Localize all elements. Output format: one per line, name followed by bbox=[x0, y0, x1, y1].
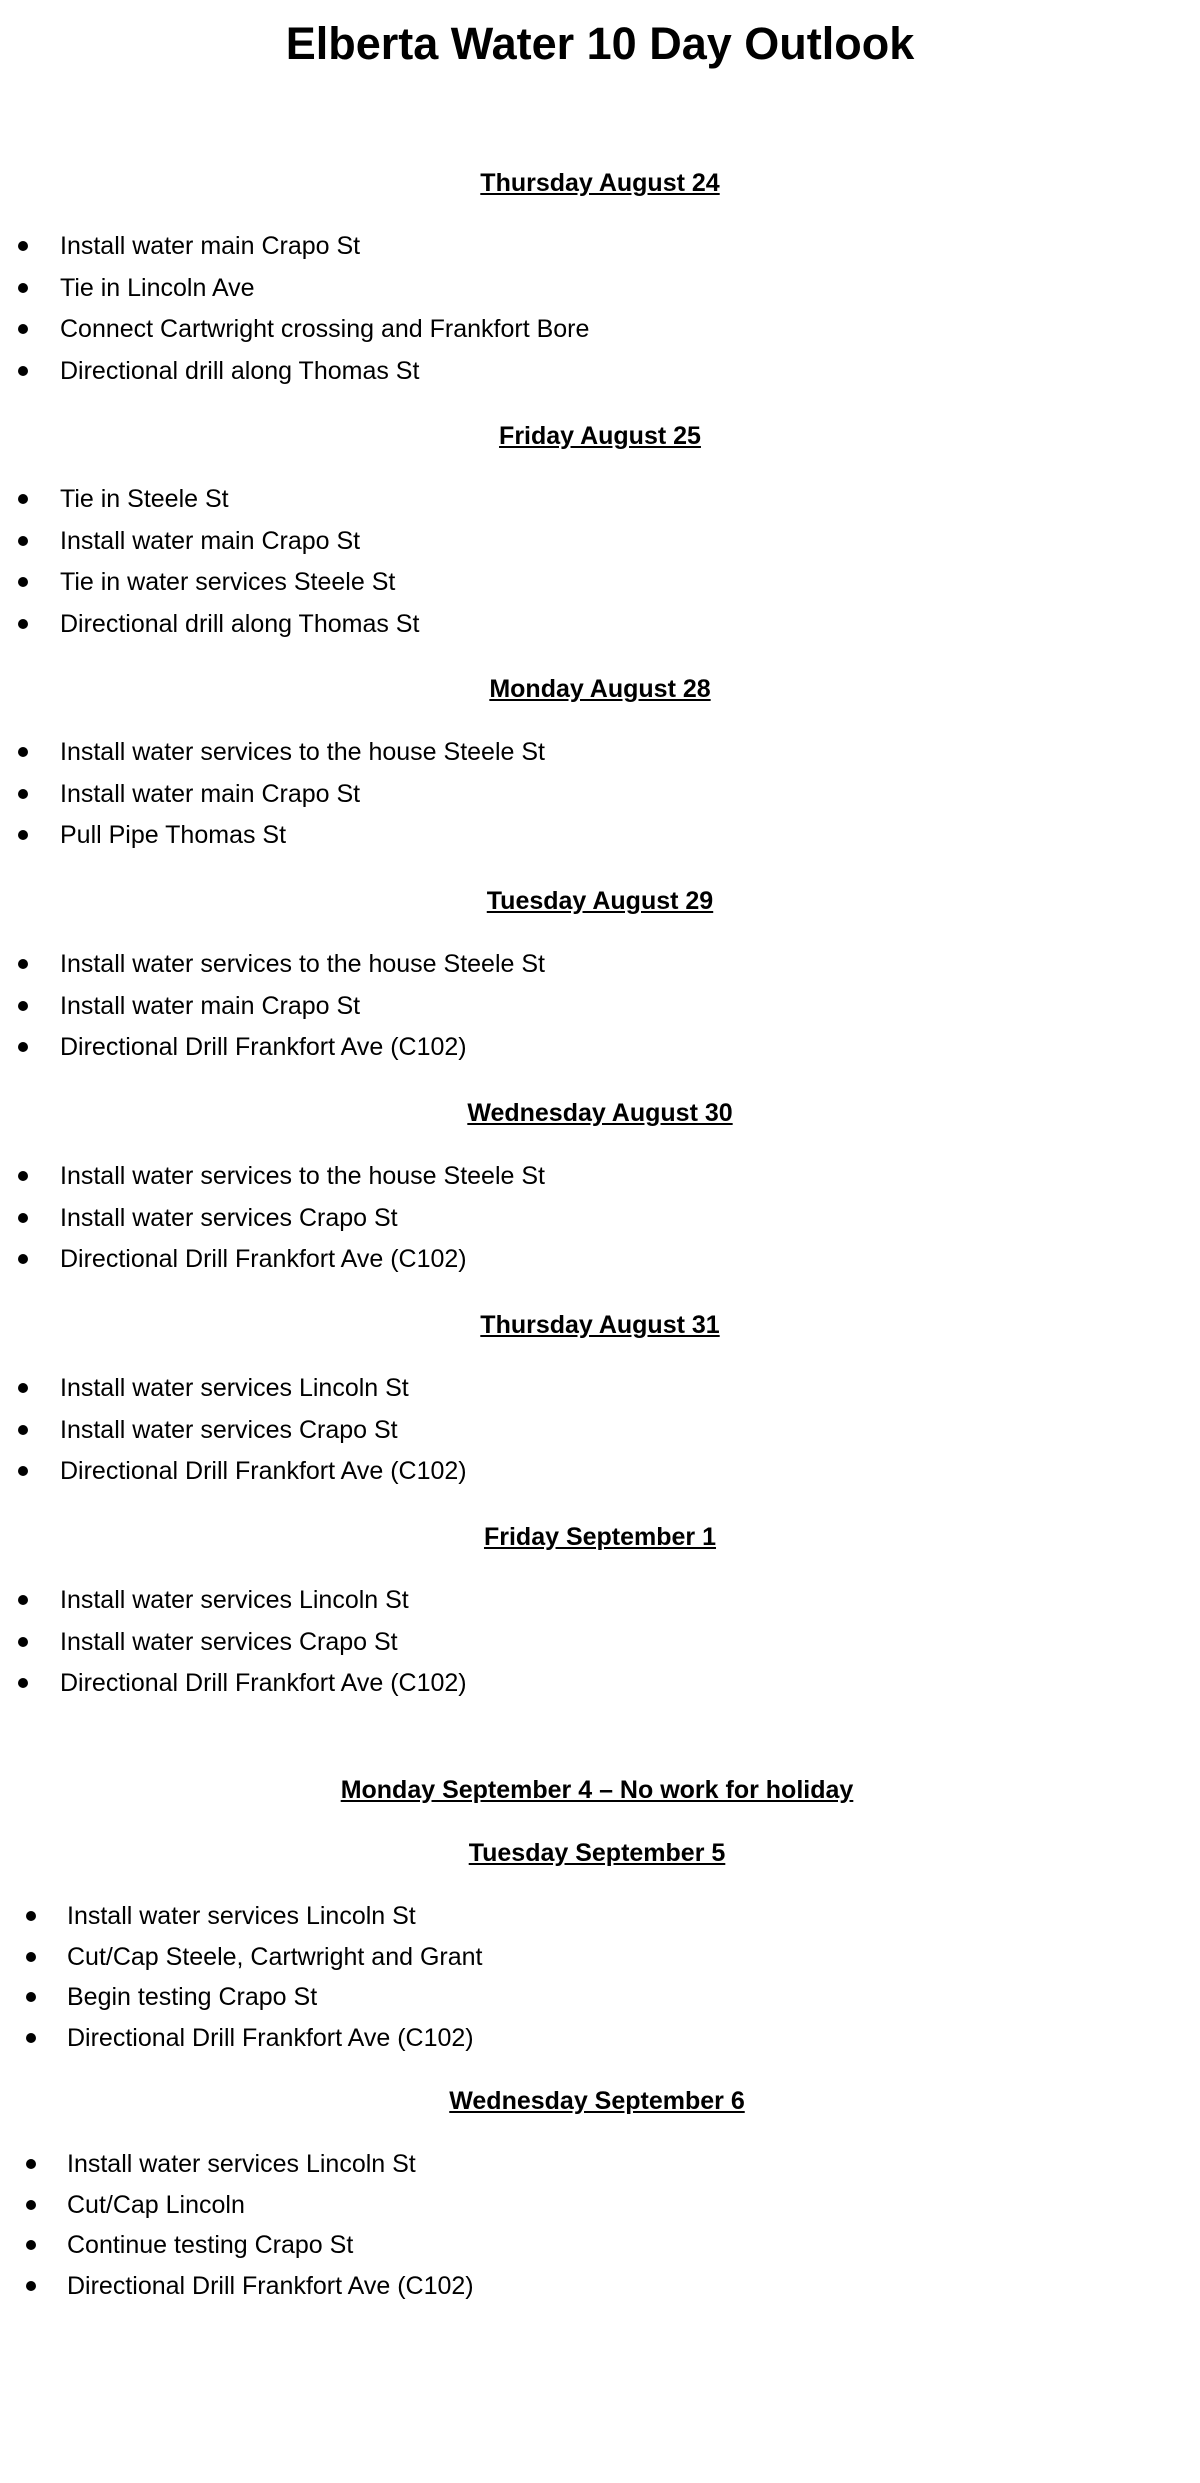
bullet-icon bbox=[18, 1171, 28, 1181]
day-heading: Thursday August 24 bbox=[480, 169, 720, 197]
task-list bbox=[0, 1371, 1200, 1496]
day-heading: Thursday August 31 bbox=[480, 1311, 720, 1339]
task-list bbox=[0, 1899, 1200, 2061]
list-item bbox=[0, 354, 1200, 396]
task-text: Connect Cartwright crossing and Frankfort Bore bbox=[60, 315, 590, 343]
bullet-icon bbox=[18, 1213, 28, 1223]
list-item bbox=[0, 1666, 1200, 1708]
task-text: Install water services Crapo St bbox=[60, 1627, 398, 1656]
task-text: Install water main Crapo St bbox=[60, 991, 361, 1020]
task-text: Pull Pipe Thomas St bbox=[60, 821, 287, 849]
task-text: Install water services Lincoln St bbox=[67, 2150, 416, 2178]
list-item bbox=[0, 1583, 1200, 1625]
day-heading: Tuesday September 5 bbox=[468, 1839, 726, 1867]
list-item bbox=[0, 1980, 1200, 2021]
task-text: Continue testing Crapo St bbox=[67, 2231, 354, 2259]
bullet-icon bbox=[18, 1595, 28, 1605]
day-section-wednesday-august-30 bbox=[0, 1096, 1200, 1273]
list-item bbox=[0, 229, 1200, 271]
list-item bbox=[0, 1625, 1200, 1667]
day-heading: Monday September 4 – No work for holiday bbox=[340, 1776, 854, 1804]
task-text: Install water services Lincoln St bbox=[60, 1374, 409, 1402]
bullet-icon bbox=[26, 1952, 36, 1962]
list-item bbox=[0, 524, 1200, 566]
task-list bbox=[0, 947, 1200, 1072]
list-item bbox=[0, 818, 1200, 860]
task-text: Directional Drill Frankfort Ave (C102) bbox=[60, 1033, 467, 1061]
task-text: Install water services to the house Steele St bbox=[60, 1162, 545, 1190]
day-heading: Wednesday September 6 bbox=[449, 2087, 745, 2115]
task-text: Directional Drill Frankfort Ave (C102) bbox=[60, 1669, 467, 1697]
bullet-icon bbox=[18, 830, 28, 840]
task-list bbox=[0, 1159, 1200, 1284]
task-text: Directional Drill Frankfort Ave (C102) bbox=[60, 1457, 467, 1485]
day-heading: Wednesday August 30 bbox=[467, 1099, 733, 1127]
day-section-tuesday-september-5 bbox=[0, 1836, 1200, 2052]
list-item bbox=[0, 1159, 1200, 1201]
task-text: Install water services to the house Steele St bbox=[60, 738, 545, 766]
list-item bbox=[0, 947, 1200, 989]
task-list bbox=[0, 735, 1200, 860]
bullet-icon bbox=[18, 577, 28, 587]
day-section-friday-september-1 bbox=[0, 1520, 1200, 1697]
bullet-icon bbox=[26, 1911, 36, 1921]
list-item bbox=[0, 565, 1200, 607]
list-item bbox=[0, 482, 1200, 524]
list-item bbox=[0, 2269, 1200, 2310]
task-text: Tie in Lincoln Ave bbox=[60, 273, 255, 302]
list-item bbox=[0, 1201, 1200, 1243]
task-list bbox=[0, 2147, 1200, 2309]
task-text: Directional drill along Thomas St bbox=[60, 356, 420, 385]
task-text: Tie in water services Steele St bbox=[60, 568, 396, 596]
bullet-icon bbox=[18, 619, 28, 629]
list-item bbox=[0, 2228, 1200, 2269]
list-item bbox=[0, 1454, 1200, 1496]
list-item bbox=[0, 2188, 1200, 2229]
task-text: Install water services Crapo St bbox=[60, 1415, 398, 1444]
list-item bbox=[0, 1030, 1200, 1072]
day-section-friday-august-25 bbox=[0, 419, 1200, 638]
list-item bbox=[0, 2021, 1200, 2062]
day-section-monday-september-4-holiday bbox=[0, 1773, 1200, 1807]
task-text: Install water services to the house Steele St bbox=[60, 950, 545, 978]
task-text: Install water main Crapo St bbox=[60, 232, 361, 260]
bullet-icon bbox=[26, 2200, 36, 2210]
bullet-icon bbox=[26, 2240, 36, 2250]
list-item bbox=[0, 1371, 1200, 1413]
task-text: Install water services Crapo St bbox=[60, 1203, 398, 1232]
bullet-icon bbox=[18, 1383, 28, 1393]
bullet-icon bbox=[18, 1425, 28, 1435]
day-section-thursday-august-24 bbox=[0, 166, 1200, 385]
day-heading: Friday September 1 bbox=[483, 1523, 717, 1551]
day-section-tuesday-august-29 bbox=[0, 884, 1200, 1061]
list-item bbox=[0, 735, 1200, 777]
document-title: Elberta Water 10 Day Outlook bbox=[285, 18, 915, 69]
bullet-icon bbox=[26, 2033, 36, 2043]
day-section-thursday-august-31 bbox=[0, 1308, 1200, 1485]
day-heading: Tuesday August 29 bbox=[486, 887, 714, 915]
bullet-icon bbox=[18, 1637, 28, 1647]
bullet-icon bbox=[18, 241, 28, 251]
bullet-icon bbox=[18, 283, 28, 293]
list-item bbox=[0, 271, 1200, 313]
bullet-icon bbox=[18, 494, 28, 504]
day-heading: Friday August 25 bbox=[499, 422, 701, 450]
bullet-icon bbox=[26, 2281, 36, 2291]
bullet-icon bbox=[18, 366, 28, 376]
list-item bbox=[0, 1413, 1200, 1455]
bullet-icon bbox=[18, 959, 28, 969]
list-item bbox=[0, 312, 1200, 354]
list-item bbox=[0, 607, 1200, 649]
bullet-icon bbox=[18, 1466, 28, 1476]
list-item bbox=[0, 989, 1200, 1031]
task-text: Begin testing Crapo St bbox=[67, 1983, 318, 2011]
task-text: Install water services Lincoln St bbox=[60, 1586, 409, 1614]
list-item bbox=[0, 1242, 1200, 1284]
task-text: Install water main Crapo St bbox=[60, 779, 361, 808]
bullet-icon bbox=[18, 1001, 28, 1011]
task-text: Directional Drill Frankfort Ave (C102) bbox=[67, 2271, 474, 2300]
task-text: Directional drill along Thomas St bbox=[60, 609, 420, 638]
bullet-icon bbox=[18, 536, 28, 546]
day-section-wednesday-september-6 bbox=[0, 2084, 1200, 2300]
bullet-icon bbox=[18, 324, 28, 334]
list-item bbox=[0, 1940, 1200, 1981]
task-text: Tie in Steele St bbox=[60, 485, 229, 513]
day-heading: Monday August 28 bbox=[489, 675, 711, 703]
bullet-icon bbox=[18, 1678, 28, 1688]
bullet-icon bbox=[18, 1042, 28, 1052]
list-item bbox=[0, 2147, 1200, 2188]
task-text: Install water main Crapo St bbox=[60, 526, 361, 555]
task-text: Directional Drill Frankfort Ave (C102) bbox=[67, 2023, 474, 2052]
task-list bbox=[0, 229, 1200, 395]
task-text: Cut/Cap Steele, Cartwright and Grant bbox=[67, 1942, 483, 1971]
bullet-icon bbox=[18, 789, 28, 799]
bullet-icon bbox=[26, 1992, 36, 2002]
task-text: Cut/Cap Lincoln bbox=[67, 2190, 245, 2219]
bullet-icon bbox=[18, 1254, 28, 1264]
day-section-monday-august-28 bbox=[0, 672, 1200, 849]
bullet-icon bbox=[26, 2159, 36, 2169]
task-list bbox=[0, 1583, 1200, 1708]
list-item bbox=[0, 777, 1200, 819]
task-text: Install water services Lincoln St bbox=[67, 1902, 416, 1930]
task-list bbox=[0, 482, 1200, 648]
bullet-icon bbox=[18, 747, 28, 757]
list-item bbox=[0, 1899, 1200, 1940]
task-text: Directional Drill Frankfort Ave (C102) bbox=[60, 1245, 467, 1273]
